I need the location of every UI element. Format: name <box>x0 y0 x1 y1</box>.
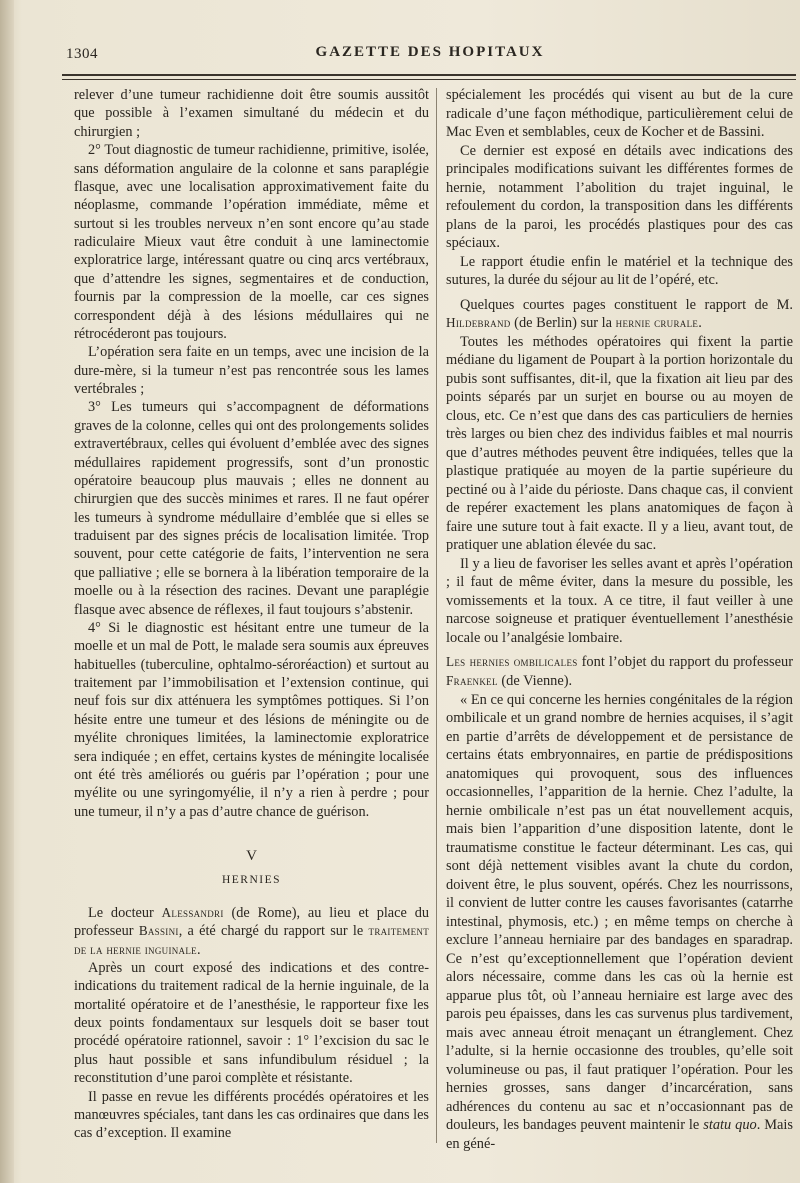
text-run: . <box>698 315 702 332</box>
author-name: Hildebrand <box>446 315 511 331</box>
text-run: (de Berlin) sur la <box>510 315 616 332</box>
text-run: (de Rome), au lieu et place du professeur <box>74 904 429 940</box>
paragraph <box>446 296 793 333</box>
header-rule-top <box>62 74 796 76</box>
section-title: HERNIES <box>221 874 282 887</box>
section-number: V <box>246 848 257 864</box>
paragraph: Le rapport étudie enfin le matériel et la technique des sutures, la durée du séjour au lit de l’opéré, etc. <box>446 253 793 289</box>
paragraph: Toutes les méthodes opératoires qui fixent la partie médiane du ligament de Poupart à la portion horizontale du pubis sont suffisantes, dit-il, que la fixation ait lieu par des points séparés par un surjet en bourse ou au moyen de clous, etc. Ce n’est que dans des cas particuliers de hernies très larges ou bien chez des individus faibles et mal nourris que d’autres méthodes peuvent être indiquées, telles que la plastique pratiquée au moyen de la partie supérieure du pectiné ou à l’aide du périoste. Dans chaque cas, il convient de repérer exactement les plans anatomiques de façon à faire une suture tout à fait exacte. Il y a lieu, avant tout, de pratiquer une ablation élevée du sac. <box>446 333 793 554</box>
report-topic: traitement de la hernie inguinale <box>74 923 430 957</box>
page-number: 1304 <box>66 46 98 62</box>
text-run: Quelques courtes pages constituent le rapport de M. <box>460 296 793 313</box>
paragraph <box>446 691 793 1154</box>
paragraph <box>446 653 793 690</box>
paragraph <box>74 904 429 959</box>
paragraph: 2° Tout diagnostic de tumeur rachidienne, primitive, isolée, sans déformation angulaire de la colonne et sans paraplégie flasque, avec une localisation approximativement faite du néoplasme, commande l’opération immédiate, même et surtout si les troubles nerveux n’en sont encore qu’au stade radiculaire Mieux vaut être conduit à une laminectomie exploratrice large, intéressant quatre ou cinq arcs vertébraux, que d’attendre les signes, segmentaires et de conduction, fournis par la compression de la moelle, car ces signes correspondent déjà à des lésions médullaires qui ne rétrocéderont pas toujours. <box>74 142 429 342</box>
text-run: font l’objet du rapport du professeur <box>577 654 794 671</box>
paragraph: relever d’une tumeur rachidienne doit être soumis aussitôt que possible à l’examen simultané du médecin et du chirurgien ; <box>74 87 429 140</box>
author-name: Fraenkel <box>446 672 498 688</box>
text-run: Le docteur <box>88 904 162 921</box>
text-run: « En ce qui concerne les hernies congénitales de la région ombilicale et un grand nombre de hernies acquises, il s’agit en partie d’arrêts de développement et de persistance de certains états embryonnaires, en partie de prédispositions anatomiques qui provoquent, sous des influences occasionnelles, l’apparition de la hernie. Chez l’adulte, la hernie ombilicale n’est pas un état nouvellement acquis, mais bien l’apparition d’une disposition latente, dont le traumatisme constitue le facteur déterminant. Les cas, qui sont déjà nettement visibles avant la chute du cordon, doivent être, le plus souvent, opérés. Chez les nourrissons, il convient de lutter contre les causes favorisantes (catarrhe intestinal, phymosis, etc.) ; en même temps on cherche à exclure l’anneau herniaire par des bandages en sparadrap. Ce n’est qu’exceptionnellement que l’opération devient alors nécessaire, comme dans les cas où la hernie est apparue plus tôt, où l’anneau herniaire est large avec des parois peu épaisses, dans les cas survenus plus tardivement, mais avec anneau étroit menaçant un étranglement. Chez l’adulte, si la hernie occasionne des troubles, qu’elle soit volumineuse ou pas, il faut pratiquer l’opération. Pour les hernies grosses, sans danger d’incarcération, sans adhérences du contenu au sac et n’occasionnant pas de douleurs, les bandages peuvent maintenir le <box>446 691 793 1134</box>
left-column <box>74 86 429 1143</box>
paragraph: Après un court exposé des indications et des contre-indications du traitement radical de la hernie inguinale, de la mortalité opératoire et de l’anesthésie, le rapporteur fixe les deux points fondamentaux sur lesquels doit se baser tout procédé opératoire rationnel, savoir : 1° l’excision du sac le plus haut possible et sans infundibulum résiduel ; la reconstitution d’une paroi complète et résistante. <box>74 959 429 1087</box>
paragraph: Il y a lieu de favoriser les selles avant et après l’opération ; il faut de même éviter, dans la mesure du possible, les vomissements et la toux. A ce titre, il faut veiller à une narcose soigneuse et pratiquer éventuellement l’anesthésie locale ou l’analgésie lombaire. <box>446 555 793 646</box>
text-run: , a été chargé du rapport sur le <box>178 923 369 940</box>
report-topic: Les hernies ombilicales <box>446 654 578 670</box>
page-binding-edge <box>0 0 14 1183</box>
text-run: . Mais en géné- <box>446 1117 794 1152</box>
paragraph: Il passe en revue les différents procédés opératoires et les manœuvres spéciales, tant dans les cas ordinaires que dans les cas d’exception. Il examine <box>74 1088 429 1142</box>
paragraph: spécialement les procédés qui visent au but de la cure radicale d’une façon méthodique, particulièrement celui de Mac Even et semblables, ceux de Kocher et de Bassini. <box>446 87 793 141</box>
paragraph: 4° Si le diagnostic est hésitant entre une tumeur de la moelle et un mal de Pott, le malade sera soumis aux épreuves habituelles (tuberculine, ophtalmo-séroréaction) et surtout au traitement par l’immobilisation et l’extension continue, qui neuf fois sur dix atténuera les symptômes pottiques. Si l’on hésite entre une tumeur et des lésions de méningite ou de myélite chroniques limitées, la laminectomie exploratrice sera indiquée ; en effet, certains kystes de méningite localisée ont été très améliorés ou guéris par l’opération ; pour une myélite ou une syringomyélie, il n’y a rien à perdre ; pour une tumeur, il n’y a pas d’autre chance de guérison. <box>74 619 429 820</box>
author-name: Bassini <box>138 923 179 939</box>
italic-phrase: statu quo <box>703 1117 757 1134</box>
paragraph: L’opération sera faite en un temps, avec une incision de la dure-mère, si la tumeur n’est pas rencontrée sous les lames vertébrales ; <box>74 344 429 397</box>
page-header <box>66 40 794 66</box>
column-divider <box>436 88 437 1143</box>
right-column <box>446 86 793 1153</box>
text-run: (de Vienne). <box>497 672 573 689</box>
journal-title: GAZETTE DES HOPITAUX <box>315 44 545 60</box>
text-run: . <box>196 941 201 958</box>
author-name: Alessandri <box>161 904 224 920</box>
header-rule-bottom <box>62 79 796 80</box>
paragraph: 3° Les tumeurs qui s’accompagnent de déformations graves de la colonne, celles qui ont des prolongements solides extravertébraux, celles qui évoluent d’emblée avec des signes médullaires rapidement progressifs, sont d’un pronostic opératoire beaucoup plus mauvais ; elles ne donnent au chirurgien que des succès minimes et rares. Il ne faut opérer les tumeurs à syndrome médullaire d’emblée que si elles se traduisent par des signes précis de localisation limitée. Trop souvent, pour cette catégorie de faits, l’intervention ne sera que palliative ; elle se bornera à la libération temporaire de la moelle ou à la résection des racines. Devant une paraplégie flasque avec absence de réflexes, il faut toujours s’abstenir. <box>74 399 429 618</box>
paragraph: Ce dernier est exposé en détails avec indications des principales modifications suivant les différentes formes de hernie, notamment l’abolition du trajet inguinal, le refoulement du cordon, la transposition dans les différents plans de la paroi, les procédés plastiques pour des cas spéciaux. <box>446 142 793 252</box>
report-topic: hernie crurale <box>615 315 699 331</box>
